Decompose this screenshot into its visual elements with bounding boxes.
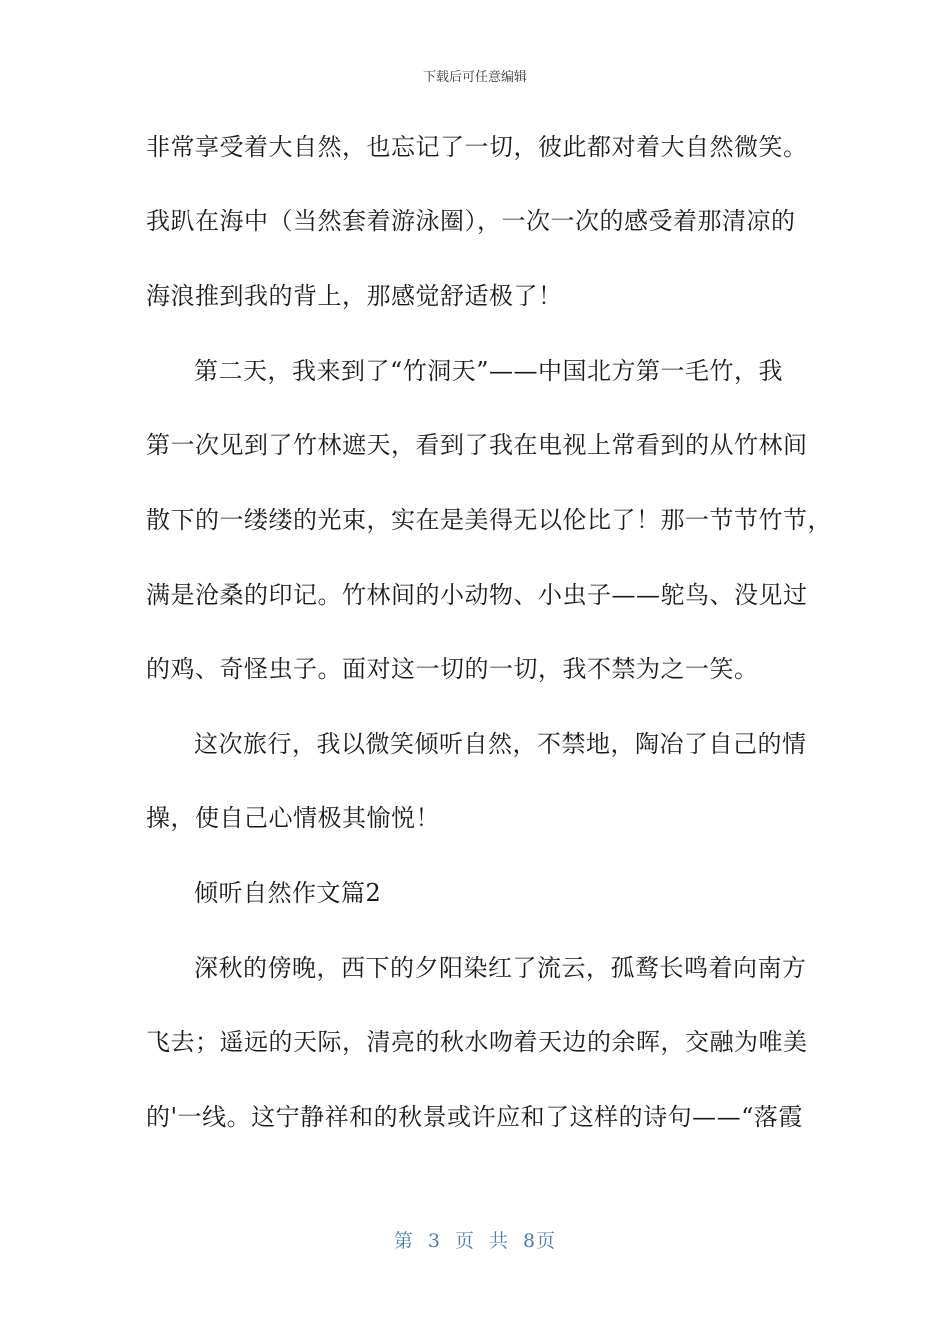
footer-prefix: 第 <box>393 1230 414 1252</box>
body-line-3: 海浪推到我的背上，那感觉舒适极了！ <box>146 282 563 310</box>
body-line-12: 深秋的傍晚，西下的夕阳染红了流云，孤鹜长鸣着向南方 <box>194 954 807 982</box>
body-line-13: 飞去；遥远的天际，清亮的秋水吻着天边的余晖，交融为唯美 <box>146 1028 808 1056</box>
section-heading: 倾听自然作文篇2 <box>194 879 382 907</box>
body-line-14: 的'一线。这宁静祥和的秋景或许应和了这样的诗句——“落霞 <box>146 1103 803 1131</box>
body-line-2: 我趴在海中（当然套着游泳圈），一次一次的感受着那清凉的 <box>146 207 796 235</box>
body-line-4: 第二天，我来到了“竹洞天”——中国北方第一毛竹，我 <box>194 357 784 385</box>
footer-current-page: 3 <box>427 1230 441 1252</box>
footer-page-word: 页 <box>454 1230 475 1252</box>
body-line-6: 散下的一缕缕的光束，实在是美得无以伦比了！那一节节竹节， <box>146 506 832 534</box>
body-line-1: 非常享受着大自然，也忘记了一切，彼此都对着大自然微笑。 <box>146 133 808 161</box>
body-line-8: 的鸡、奇怪虫子。面对这一切的一切，我不禁为之一笑。 <box>146 655 759 683</box>
body-line-7: 满是沧桑的印记。竹林间的小动物、小虫子——鸵鸟、没见过 <box>146 581 808 609</box>
body-line-5: 第一次见到了竹林遮天，看到了我在电视上常看到的从竹林间 <box>146 431 808 459</box>
page-header: 下载后可任意编辑 <box>422 70 527 85</box>
body-line-10: 操，使自己心情极其愉悦！ <box>146 804 440 832</box>
footer-total-word: 共 <box>489 1230 510 1252</box>
body-line-9: 这次旅行，我以微笑倾听自然，不禁地，陶冶了自己的情 <box>194 730 807 758</box>
page-footer <box>0 1226 950 1253</box>
footer-total-pages: 8页 <box>523 1230 557 1252</box>
